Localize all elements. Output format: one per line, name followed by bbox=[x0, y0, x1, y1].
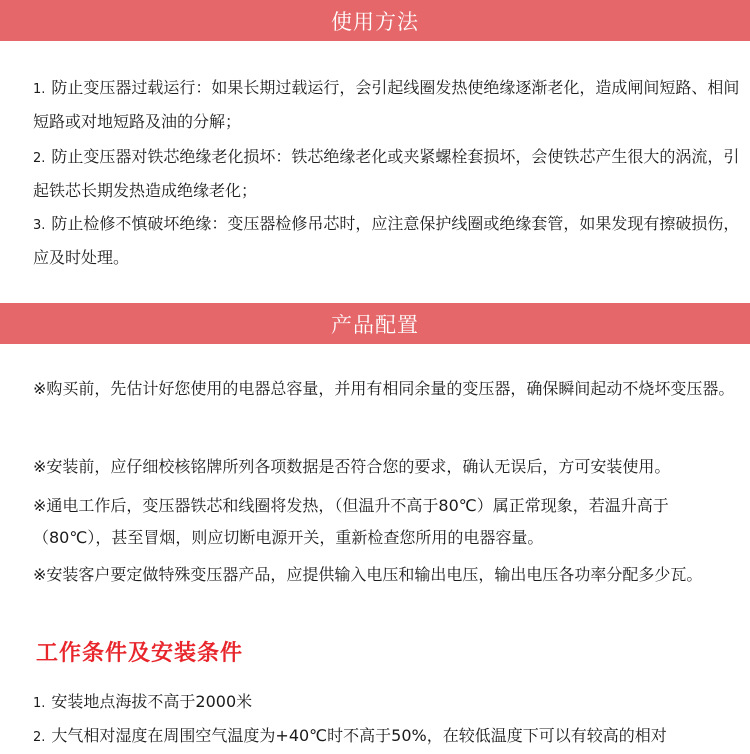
item-text: 防止变压器对铁芯绝缘老化损坏：铁芯绝缘老化或夹紧螺栓套损坏，会使铁芯产生很大的涡流，引起铁芯长期发热造成绝缘老化； bbox=[33, 147, 740, 200]
item-number: 2. bbox=[33, 730, 46, 745]
note-text: ※安装前，应仔细校核铭牌所列各项数据是否符合您的要求，确认无误后，方可安装使用。 bbox=[33, 457, 671, 476]
config-note-2 bbox=[33, 451, 745, 483]
usage-item-3 bbox=[33, 208, 745, 274]
conditions-item-1 bbox=[33, 686, 745, 720]
item-text: 防止变压器过载运行：如果长期过载运行，会引起线圈发热使绝缘逐渐老化，造成闸间短路、相间短路或对地短路及油的分解； bbox=[33, 78, 740, 131]
note-text: ※购买前，先估计好您使用的电器总容量，并用有相同余量的变压器，确保瞬间起动不烧坏变压器。 bbox=[33, 379, 735, 398]
note-text: ※安装客户要定做特殊变压器产品，应提供输入电压和输出电压，输出电压各功率分配多少瓦。 bbox=[33, 565, 703, 584]
usage-section-title: 使用方法 bbox=[331, 9, 419, 34]
note-text: ※通电工作后，变压器铁芯和线圈将发热，（但温升不高于80℃）属正常现象，若温升高于（80℃），甚至冒烟，则应切断电源开关，重新检查您所用的电器容量。 bbox=[33, 496, 669, 547]
item-number: 3. bbox=[33, 218, 46, 233]
item-number: 2. bbox=[33, 151, 46, 166]
usage-item-1 bbox=[33, 72, 745, 138]
item-number: 1. bbox=[33, 696, 46, 711]
item-text: 安装地点海拔不高于2000米 bbox=[51, 692, 253, 711]
usage-section-header bbox=[0, 0, 750, 41]
config-note-4 bbox=[33, 559, 745, 591]
usage-item-2 bbox=[33, 141, 745, 207]
conditions-item-2 bbox=[33, 720, 745, 754]
item-text: 防止检修不慎破坏绝缘：变压器检修吊芯时，应注意保护线圈或绝缘套管，如果发现有擦破损伤，应及时处理。 bbox=[33, 214, 740, 267]
config-section-title: 产品配置 bbox=[331, 312, 419, 337]
item-text: 大气相对湿度在周围空气温度为+40℃时不高于50%，在较低温度下可以有较高的相对 bbox=[51, 726, 667, 745]
item-number: 1. bbox=[33, 82, 46, 97]
conditions-heading: 工作条件及安装条件 bbox=[36, 641, 244, 666]
config-section-header bbox=[0, 303, 750, 344]
config-note-1 bbox=[33, 373, 745, 405]
config-note-3 bbox=[33, 490, 745, 554]
